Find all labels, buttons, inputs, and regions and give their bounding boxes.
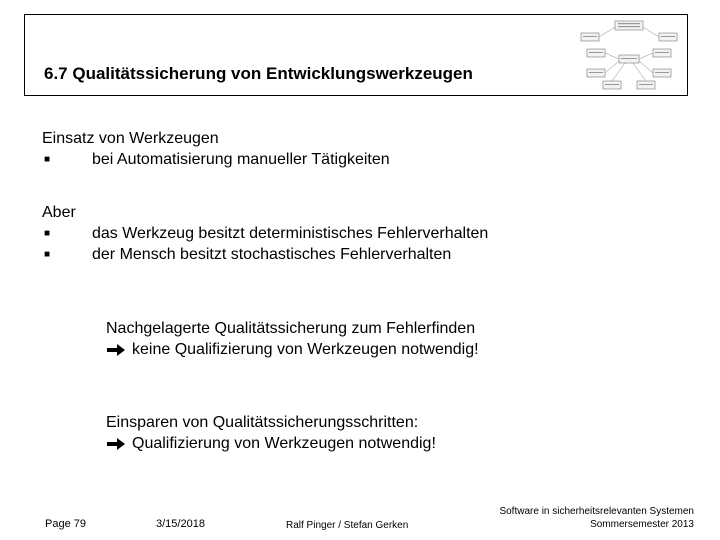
list-item-text: das Werkzeug besitzt deterministisches Fehlerverhalten [92, 225, 489, 242]
conclusion-result-text: keine Qualifizierung von Werkzeugen notwendig! [132, 341, 479, 358]
footer-authors: Ralf Pinger / Stefan Gerken [286, 520, 409, 531]
footer-course-title: Software in sicherheitsrelevanten Systemen [499, 506, 694, 517]
right-arrow-icon [106, 343, 126, 357]
list-item [42, 223, 488, 244]
conclusion-result [106, 433, 436, 454]
list-item [42, 244, 488, 265]
square-bullet-icon: ■ [44, 228, 51, 239]
section-heading: Aber [42, 204, 76, 221]
list-item-text: der Mensch besitzt stochastisches Fehlerverhalten [92, 246, 452, 263]
section-tool-usage [42, 128, 390, 170]
square-bullet-icon: ■ [44, 154, 51, 165]
section-heading: Einsatz von Werkzeugen [42, 130, 219, 147]
footer-course [499, 505, 694, 531]
section-however [42, 202, 488, 265]
conclusion-result-text: Qualifizierung von Werkzeugen notwendig! [132, 435, 436, 452]
conclusion-line: Nachgelagerte Qualitätssicherung zum Fehlerfinden [106, 320, 476, 337]
conclusion-downstream-qa [106, 318, 479, 360]
conclusion-saving-qa [106, 412, 436, 454]
slide-title: 6.7 Qualitätssicherung von Entwicklungswerkzeugen [44, 64, 473, 83]
conclusion-result [106, 339, 479, 360]
footer-date: 3/15/2018 [156, 518, 205, 530]
footer-semester: Sommersemester 2013 [590, 519, 694, 530]
title-box [24, 14, 688, 96]
footer-page-number: Page 79 [45, 518, 86, 530]
square-bullet-icon: ■ [44, 249, 51, 260]
process-diagram-thumbnail-icon [577, 19, 681, 91]
right-arrow-icon [106, 437, 126, 451]
list-item [42, 149, 390, 170]
conclusion-line: Einsparen von Qualitätssicherungsschritten: [106, 414, 419, 431]
list-item-text: bei Automatisierung manueller Tätigkeiten [92, 151, 390, 168]
